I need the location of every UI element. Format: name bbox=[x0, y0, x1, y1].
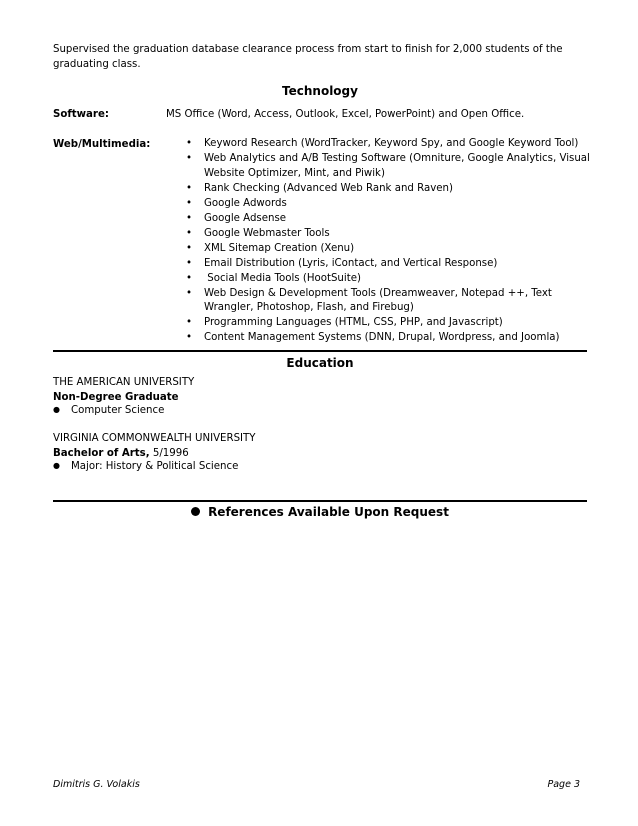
bullet-icon: • bbox=[186, 138, 193, 149]
footer-page-number: Page 3 bbox=[547, 779, 580, 790]
bullet-icon: • bbox=[186, 197, 193, 209]
bullet-icon: • bbox=[186, 182, 193, 194]
bullet-icon: ● bbox=[53, 461, 60, 470]
list-item: ● Major: History & Political Science bbox=[53, 461, 239, 472]
degree: Bachelor of Arts, bbox=[53, 447, 150, 459]
bullet-icon: • bbox=[186, 153, 193, 164]
bullet-icon: • bbox=[186, 242, 193, 254]
bullet-icon: • bbox=[186, 257, 193, 269]
bullet-icon: • bbox=[186, 317, 193, 328]
bullet-icon: • bbox=[186, 227, 193, 239]
list-item: • XML Sitemap Creation (Xenu) bbox=[186, 242, 591, 257]
list-item: • Google Adwords bbox=[186, 197, 591, 212]
list-item: • Web Analytics and A/B Testing Software (Omniture, Google Analytics, Visual Website Optimizer, Mint, and Piwik) bbox=[186, 153, 590, 179]
list-item: • Social Media Tools (HootSuite) bbox=[186, 272, 591, 287]
bullet-icon: • bbox=[186, 287, 193, 299]
references-text: References Available Upon Request bbox=[208, 505, 449, 519]
list-item: • Google Webmaster Tools bbox=[186, 227, 591, 242]
web-skills-list bbox=[186, 137, 591, 346]
bullet-icon: • bbox=[186, 212, 193, 224]
intro-paragraph: Supervised the graduation database clearance process from start to finish for 2,000 students of the graduating class. bbox=[53, 44, 563, 70]
list-item: • Rank Checking (Advanced Web Rank and Raven) bbox=[186, 182, 591, 197]
school-name: THE AMERICAN UNIVERSITY bbox=[53, 377, 195, 388]
degree-date: 5/1996 bbox=[149, 447, 189, 459]
education-heading: Education bbox=[286, 356, 354, 370]
section-divider bbox=[53, 350, 587, 352]
bullet-icon: • bbox=[186, 332, 193, 343]
references-line bbox=[53, 505, 587, 519]
bullet-icon bbox=[191, 507, 200, 516]
list-item: ● Computer Science bbox=[53, 405, 165, 416]
list-item: • Web Design & Development Tools (Dreamweaver, Notepad ++, Text Wrangler, Photoshop, Flash, and Firebug) bbox=[186, 287, 552, 313]
section-divider bbox=[53, 500, 587, 502]
software-value: MS Office (Word, Access, Outlook, Excel, PowerPoint) and Open Office. bbox=[166, 109, 525, 120]
footer-author: Dimitris G. Volakis bbox=[53, 779, 140, 790]
school-entry bbox=[53, 432, 256, 461]
bullet-icon: ● bbox=[53, 405, 60, 414]
list-item: • Keyword Research (WordTracker, Keyword Spy, and Google Keyword Tool) bbox=[186, 137, 591, 152]
school-entry bbox=[53, 376, 194, 405]
school-name: VIRGINIA COMMONWEALTH UNIVERSITY bbox=[53, 433, 256, 444]
technology-heading: Technology bbox=[282, 84, 358, 98]
list-item: • Email Distribution (Lyris, iContact, and Vertical Response) bbox=[186, 257, 591, 272]
software-label: Software: bbox=[53, 109, 109, 120]
bullet-icon: • bbox=[186, 272, 193, 284]
degree: Non-Degree Graduate bbox=[53, 391, 179, 403]
list-item: • Content Management Systems (DNN, Drupal, Wordpress, and Joomla) bbox=[186, 331, 591, 346]
list-item: • Google Adsense bbox=[186, 212, 591, 227]
web-multimedia-label: Web/Multimedia: bbox=[53, 139, 151, 150]
list-item: • Programming Languages (HTML, CSS, PHP, and Javascript) bbox=[186, 316, 591, 331]
